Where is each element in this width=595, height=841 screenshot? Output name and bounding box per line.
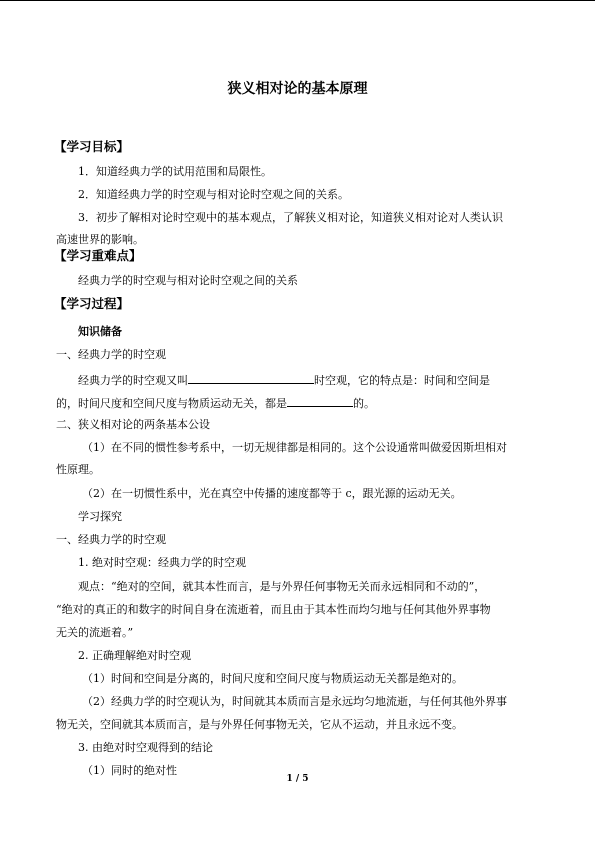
postulate-1: （1）在不同的惯性参考系中，一切无规律都是相同的。这个公设通常叫做爱因斯坦相对 [82,441,507,454]
goal-item-3-cont: 高速世界的影响。 [56,233,144,246]
prep-section-1: 一、经典力学的时空观 [56,348,166,361]
explore-viewpoint-2: “绝对的真正的和数字的时间自身在流逝着，而且由于其本性而均匀地与任何其他外界事物 [56,603,491,616]
postulate-2: （2）在一切惯性系中，光在真空中传播的速度都等于 c，跟光源的运动无关。 [82,487,462,500]
explore-item-3: 3. 由绝对时空观得到的结论 [78,741,213,754]
explore-section-1: 一、经典力学的时空观 [56,533,166,546]
explore-item-2b: （2）经典力学的时空观认为，时间就其本质而言是永远均匀地流逝，与任何其他外界事 [82,695,507,708]
page-title: 狭义相对论的基本原理 [227,81,368,97]
goals-heading: 【学习目标】 [54,139,130,154]
page-number: 1 / 5 [286,774,309,784]
prep-section-2: 二、狭义相对论的两条基本公设 [56,418,210,431]
prep-para-1b-pre: 的，时间尺度和空间尺度与物质运动无关，都是 [56,397,287,410]
explore-item-2b-cont: 物无关，空间就其本质而言，是与外界任何事物无关，它从不运动，并且永远不变。 [56,718,463,731]
keypoint-heading: 【学习重难点】 [54,248,142,263]
fill-blank-1[interactable] [188,372,314,384]
explore-viewpoint-1: 观点：“绝对的空间，就其本性而言，是与外界任何事物无关而永远相同和不动的”， [78,580,486,593]
prep-para-1 [78,372,563,388]
explore-item-2a: （1）时间和空间是分离的，时间尺度和空间尺度与物质运动无关都是绝对的。 [82,672,463,685]
keypoint-text: 经典力学的时空观与相对论时空观之间的关系 [78,274,298,287]
explore-item-3a: （1）同时的绝对性 [82,764,177,777]
prep-para-1-post: 时空观，它的特点是：时间和空间是 [314,374,490,387]
prep-para-1-pre: 经典力学的时空观又叫 [78,374,188,387]
explore-heading: 学习探究 [78,510,122,523]
goal-item-3: 3．初步了解相对论时空观中的基本观点，了解狭义相对论，知道狭义相对论对人类认识 [78,211,503,224]
prep-para-1-cont [56,395,541,411]
fill-blank-2[interactable] [287,395,353,407]
explore-item-1: 1. 绝对时空观：经典力学的时空观 [78,556,246,569]
prep-heading: 知识储备 [78,325,122,338]
goal-item-1: 1．知道经典力学的试用范围和局限性。 [78,165,272,178]
goal-item-2: 2．知道经典力学的时空观与相对论时空观之间的关系。 [78,188,349,201]
explore-item-2: 2. 正确理解绝对时空观 [78,649,191,662]
postulate-1-cont: 性原理。 [56,463,100,476]
prep-para-1b-post: 的。 [353,397,375,410]
process-heading: 【学习过程】 [54,296,130,311]
explore-viewpoint-3: 无关的流逝着。” [56,626,134,639]
